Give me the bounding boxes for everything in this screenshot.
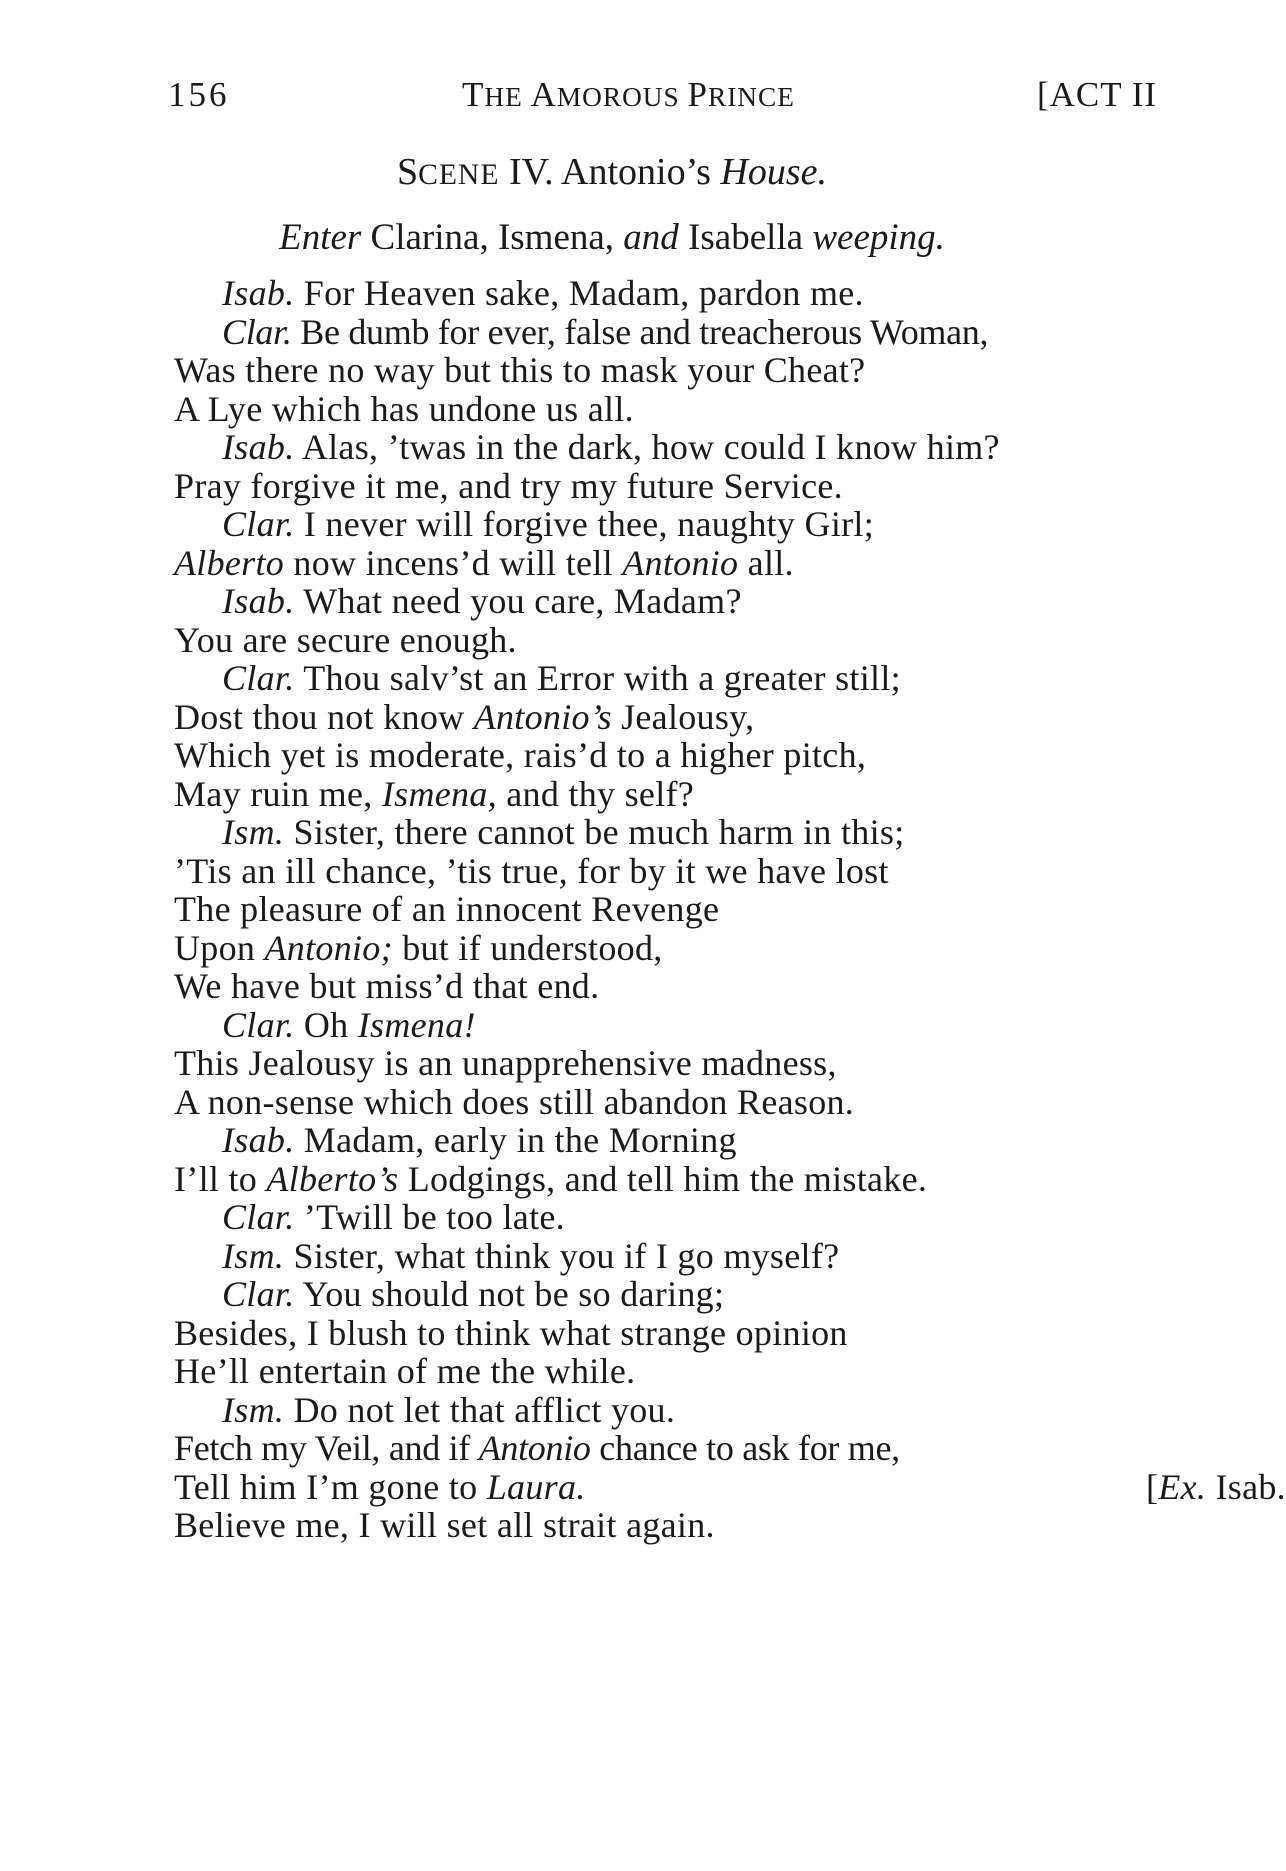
dialogue-line: Alberto now incens’d will tell Antonio all. xyxy=(174,542,794,583)
dialogue-line: Isab. What need you care, Madam? xyxy=(222,581,742,621)
dialogue-line: Isab. For Heaven sake, Madam, pardon me. xyxy=(222,273,864,313)
speaker-name: Clar. xyxy=(222,504,295,544)
speaker-name: Clar. xyxy=(222,658,295,698)
dialogue-line: Upon Antonio; but if understood, xyxy=(174,927,663,968)
dialogue-line: Isab. Madam, early in the Morning xyxy=(222,1120,737,1160)
dialogue-line: Clar. Thou salv’st an Error with a greater still; xyxy=(222,658,901,698)
page-number: 156 xyxy=(168,75,230,114)
dialogue-line: Clar. You should not be so daring; xyxy=(222,1274,725,1314)
dialogue-line: Clar. I never will forgive thee, naughty Girl; xyxy=(222,504,875,544)
speaker-name: Ism. xyxy=(222,812,285,852)
speaker-name: Clar. xyxy=(222,1274,295,1314)
dialogue-line: May ruin me, Ismena, and thy self? xyxy=(174,773,695,814)
act-label: [ACT II xyxy=(1037,75,1158,114)
dialogue-line: A non-sense which does still abandon Reason. xyxy=(174,1081,855,1122)
dialogue-line: This Jealousy is an unapprehensive madness, xyxy=(174,1043,837,1083)
dialogue-line: Dost thou not know Antonio’s Jealousy, xyxy=(174,696,755,737)
dialogue-line: A Lye which has undone us all. xyxy=(174,388,634,429)
dialogue-line: Ism. Do not let that afflict you. xyxy=(222,1389,676,1430)
dialogue-line: You are secure enough. xyxy=(174,619,517,660)
dialogue-line: Pray forgive it me, and try my future Service. xyxy=(174,465,843,506)
dialogue-line: Tell him I’m gone to Laura. [Ex. Isab. xyxy=(174,1464,1224,1510)
dialogue-line: Isab. Alas, ’twas in the dark, how could I know him? xyxy=(222,427,1000,467)
running-head xyxy=(0,75,1224,125)
book-title: THE AMOROUS PRINCE xyxy=(462,75,795,114)
dialogue-line: We have but miss’d that end. xyxy=(174,966,600,1006)
dialogue-line: ’Tis an ill chance, ’tis true, for by it we have lost xyxy=(174,850,889,891)
dialogue-line: Besides, I blush to think what strange opinion xyxy=(174,1312,848,1353)
dialogue-line: Believe me, I will set all strait again. xyxy=(174,1505,715,1545)
speaker-name: Ism. xyxy=(222,1235,285,1276)
dialogue-line: Was there no way but this to mask your Cheat? xyxy=(174,350,866,390)
exit-stage-direction: [Ex. Isab. xyxy=(1146,1466,1286,1507)
speaker-name: Isab. xyxy=(222,273,295,313)
speaker-name: Clar. xyxy=(222,1004,295,1045)
dialogue-line: I’ll to Alberto’s Lodgings, and tell him the mistake. xyxy=(174,1158,928,1199)
speaker-name: Isab. xyxy=(222,581,295,621)
dialogue-line: Clar. ’Twill be too late. xyxy=(222,1197,565,1237)
dialogue-line: Clar. Oh Ismena! xyxy=(222,1004,476,1045)
speaker-name: Ism. xyxy=(222,1389,285,1430)
speaker-name: Clar. xyxy=(222,1197,295,1237)
dialogue-line: Ism. Sister, what think you if I go myself? xyxy=(222,1235,840,1276)
dialogue-line: He’ll entertain of me the while. xyxy=(174,1351,636,1391)
dialogue-line: Ism. Sister, there cannot be much harm in this; xyxy=(222,812,905,852)
dialogue-line: Which yet is moderate, rais’d to a higher pitch, xyxy=(174,735,867,775)
dialogue-line: Fetch my Veil, and if Antonio chance to ask for me, xyxy=(174,1428,900,1468)
dialogue-line: Clar. Be dumb for ever, false and treacherous Woman, xyxy=(222,311,989,352)
scene-heading: SCENE IV. Antonio’s House. xyxy=(396,151,828,193)
speaker-name: Isab. xyxy=(222,1120,295,1160)
entrance-stage-direction: Enter Clarina, Ismena, and Isabella weeping. xyxy=(279,217,945,258)
speaker-name: Clar. xyxy=(222,311,292,352)
dialogue-line: The pleasure of an innocent Revenge xyxy=(174,889,720,929)
speaker-name: Isab. xyxy=(222,427,295,467)
